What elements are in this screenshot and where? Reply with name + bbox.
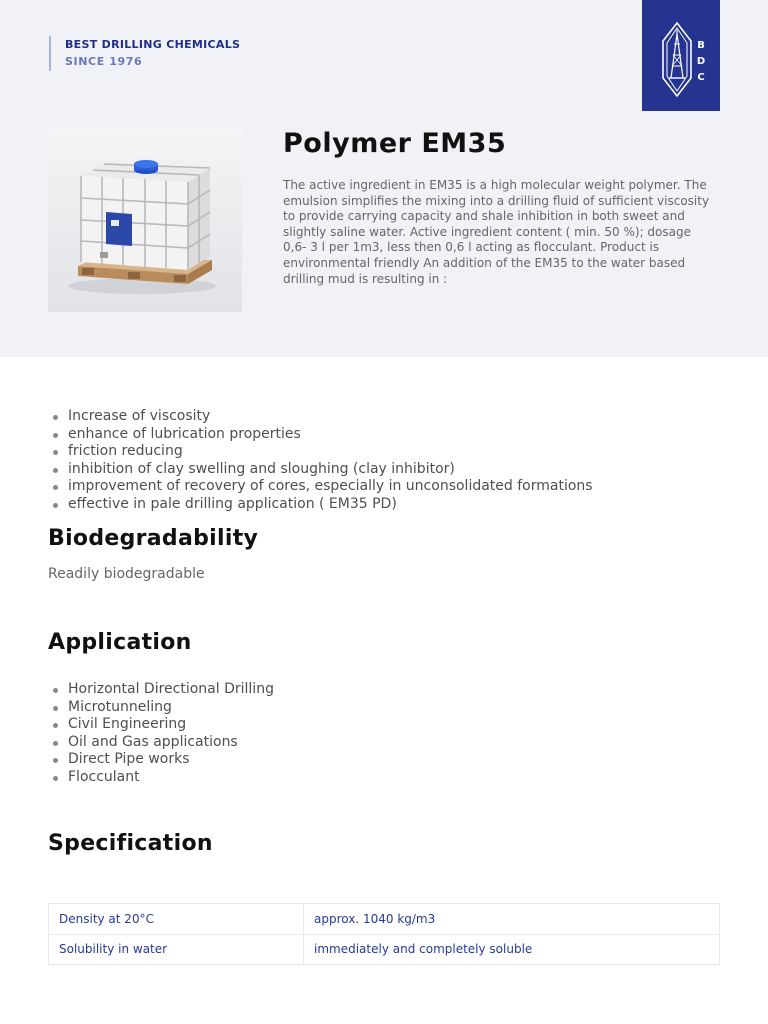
product-description: The active ingredient in EM35 is a high molecular weight polymer. The emulsion simplifies the mixing into a drilling fluid of sufficient viscosity to provide carrying capacity and shale inhibition in both sweet and slightly saline water. Active ingredient content ( min. 50 %); dosage 0,6- 3 l per 1m3, less then 0,6 l acting as flocculant. Product is environmental friendly An addition of the EM35 to the water based drilling mud is resulting in : [283, 178, 710, 286]
list-item: Flocculant [48, 769, 274, 787]
application-list [48, 681, 274, 787]
specification-table [48, 903, 720, 965]
logo-letter-d: D [696, 56, 706, 67]
biodegradability-heading: Biodegradability [48, 526, 259, 551]
hero-section [0, 0, 768, 357]
table-row [49, 904, 720, 935]
spec-key: Solubility in water [49, 934, 304, 965]
list-item: Microtunneling [48, 699, 274, 717]
bdc-logo[interactable] [642, 0, 720, 111]
biodegradability-text: Readily biodegradable [48, 566, 205, 582]
product-image [48, 128, 242, 312]
specification-heading: Specification [48, 831, 213, 856]
list-item: Civil Engineering [48, 716, 274, 734]
product-title: Polymer EM35 [283, 128, 507, 159]
logo-letter-b: B [697, 40, 705, 51]
logo-letter-c: C [697, 72, 705, 83]
ibc-tank-illustration [48, 128, 242, 312]
application-heading: Application [48, 630, 192, 655]
tagline-primary: BEST DRILLING CHEMICALS [65, 38, 241, 51]
derrick-logo-icon [642, 0, 720, 111]
list-item: inhibition of clay swelling and sloughing (clay inhibitor) [48, 461, 593, 479]
spec-value: immediately and completely soluble [304, 934, 720, 965]
list-item: improvement of recovery of cores, especially in unconsolidated formations [48, 478, 593, 496]
list-item: Increase of viscosity [48, 408, 593, 426]
table-row [49, 934, 720, 965]
list-item: Oil and Gas applications [48, 734, 274, 752]
list-item: enhance of lubrication properties [48, 426, 593, 444]
company-tagline [49, 36, 240, 71]
feature-list [48, 408, 593, 514]
list-item: Horizontal Directional Drilling [48, 681, 274, 699]
list-item: friction reducing [48, 443, 593, 461]
tagline-secondary: SINCE 1976 [65, 55, 143, 68]
spec-value: approx. 1040 kg/m3 [304, 904, 720, 935]
list-item: effective in pale drilling application ( EM35 PD) [48, 496, 593, 514]
spec-key: Density at 20°C [49, 904, 304, 935]
list-item: Direct Pipe works [48, 751, 274, 769]
